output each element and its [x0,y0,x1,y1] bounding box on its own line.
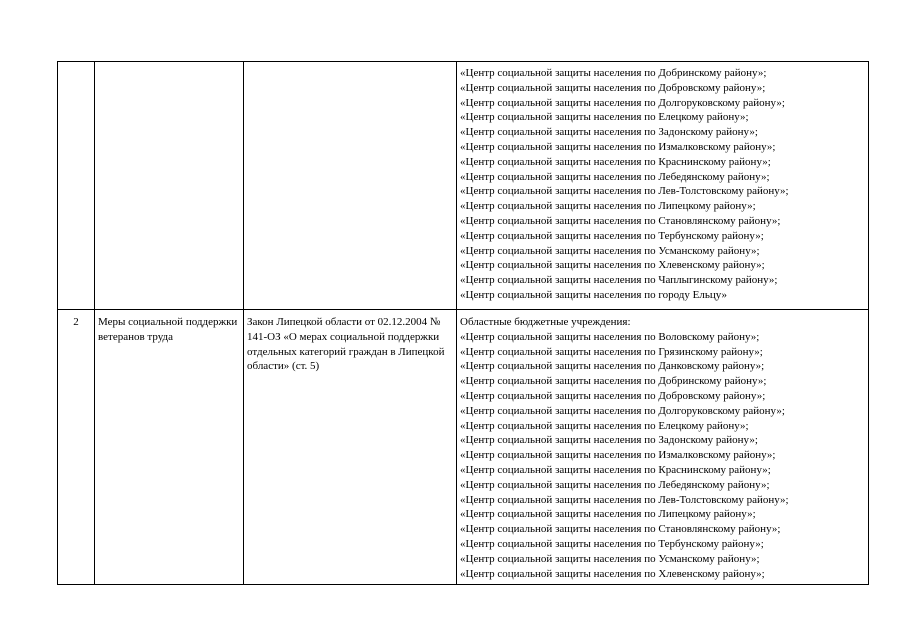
institutions-cell [457,310,869,585]
institution-line: «Центр социальной защиты населения по Добровскому району»; [460,81,766,94]
institution-line: «Центр социальной защиты населения по Становлянскому району»; [460,523,781,536]
institution-line: «Центр социальной защиты населения по Долгоруковскому району»; [460,96,785,109]
institution-line: «Центр социальной защиты населения по Краснинскому району»; [460,463,771,476]
institution-line: «Центр социальной защиты населения по Добринскому району»; [460,67,767,79]
law-cell [244,62,457,310]
institution-line: «Центр социальной защиты населения по Краснинскому району»; [460,155,771,168]
institution-line: «Центр социальной защиты населения по Воловскому району»; [460,330,760,343]
institution-line: «Центр социальной защиты населения по Елецкому району»; [460,111,749,124]
institution-line: «Центр социальной защиты населения по Липецкому району»; [460,200,756,213]
institution-line: «Центр социальной защиты населения по Усманскому району»; [460,244,760,257]
table-row [58,310,869,585]
row-number-cell [58,62,95,310]
measure-cell [95,62,244,310]
institution-line: «Центр социальной защиты населения по Становлянскому району»; [460,214,781,227]
table-row [58,62,869,310]
institution-line: «Центр социальной защиты населения по Тербунскому району»; [460,229,764,242]
institution-line: «Центр социальной защиты населения по Лебедянскому району»; [460,170,770,183]
institution-line: «Центр социальной защиты населения по Елецкому району»; [460,419,749,432]
institution-line: «Центр социальной защиты населения по Измалковскому району»; [460,449,776,462]
institution-line: «Центр социальной защиты населения по Хлевенскому району»; [460,259,765,272]
institution-line: «Центр социальной защиты населения по Данковскому району»; [460,360,765,373]
measure-text: Меры социальной поддержки ветеранов труда [98,316,238,343]
institution-line: «Центр социальной защиты населения по Тербунскому району»; [460,537,764,550]
institution-line: «Центр социальной защиты населения по Усманскому району»; [460,552,760,565]
institution-line: «Центр социальной защиты населения по Грязинскому району»; [460,345,763,358]
institution-line: «Центр социальной защиты населения по Долгоруковскому району»; [460,404,785,417]
institution-line: «Центр социальной защиты населения по Лев-Толстовскому району»; [460,185,789,198]
institution-line: «Центр социальной защиты населения по Добринскому району»; [460,375,767,388]
law-cell [244,310,457,585]
document-table [57,61,869,585]
institution-line: «Центр социальной защиты населения по Измалковскому району»; [460,140,776,153]
institution-line: «Центр социальной защиты населения по Лев-Толстовскому району»; [460,493,789,506]
institutions-cell [457,62,869,310]
institution-line: «Центр социальной защиты населения по Чаплыгинскому району»; [460,274,778,287]
law-text: Закон Липецкой области от 02.12.2004 № 141-ОЗ «О мерах социальной поддержки отдельных категорий граждан в Липецкой области» [247,316,445,373]
row-number-cell [58,310,95,585]
law-article: (ст. 5) [292,360,320,373]
institution-line: «Центр социальной защиты населения по городу Ельцу» [460,288,728,301]
institution-line: «Центр социальной защиты населения по Задонскому району»; [460,434,758,447]
institution-line: «Центр социальной защиты населения по Хлевенскому району»; [460,567,765,580]
institution-line: «Центр социальной защиты населения по Задонскому району»; [460,126,758,139]
institutions-header: Областные бюджетные учреждения: [460,316,631,328]
institution-line: «Центр социальной защиты населения по Липецкому району»; [460,508,756,521]
institution-line: «Центр социальной защиты населения по Лебедянскому району»; [460,478,770,491]
measure-cell [95,310,244,585]
row-number: 2 [73,316,79,328]
institution-line: «Центр социальной защиты населения по Добровскому району»; [460,389,766,402]
